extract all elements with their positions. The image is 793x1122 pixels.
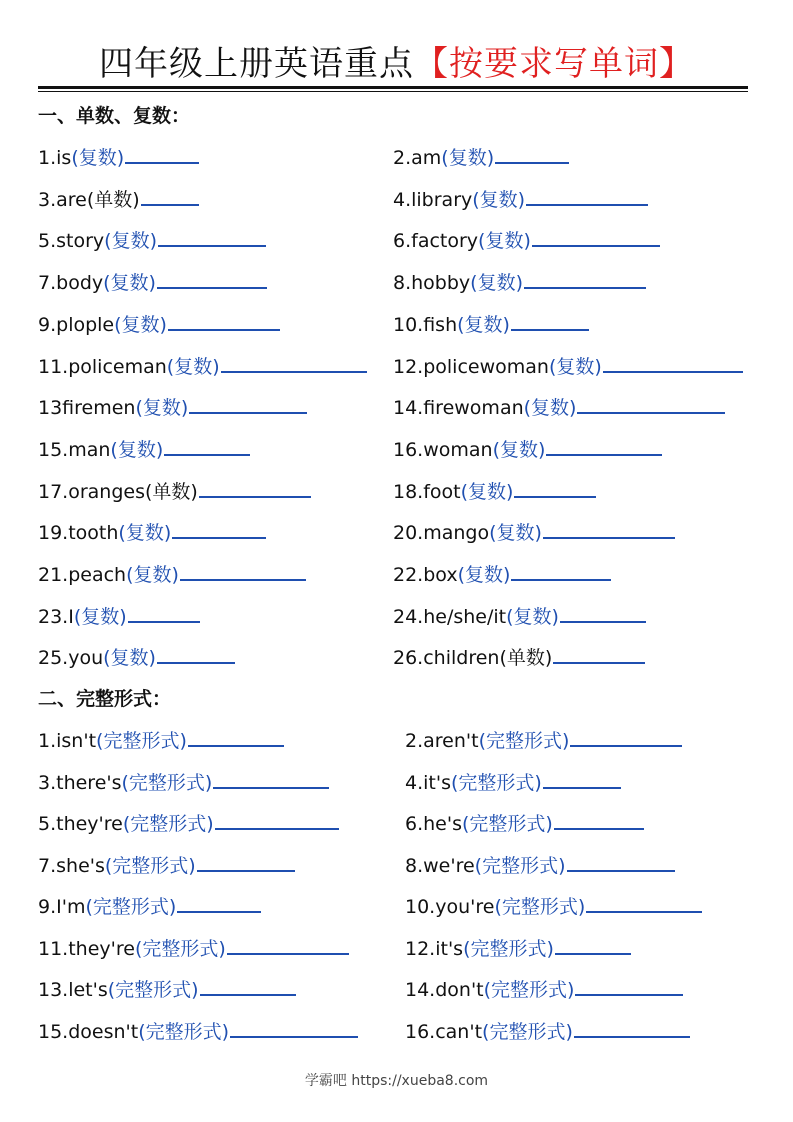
exercise-hint: (完整形式): [461, 813, 553, 835]
exercise-item: [405, 1019, 690, 1045]
exercise-hint: (复数): [472, 189, 526, 211]
answer-blank[interactable]: [603, 370, 743, 373]
exercise-word: 11.policeman: [38, 356, 167, 378]
exercise-hint: (复数): [492, 439, 546, 461]
answer-blank[interactable]: [570, 744, 682, 747]
exercise-item: [393, 145, 569, 171]
exercise-item: [405, 936, 631, 962]
answer-blank[interactable]: [168, 328, 280, 331]
exercise-word: 4.it's: [405, 772, 451, 794]
exercise-hint: (完整形式): [450, 772, 542, 794]
answer-blank[interactable]: [200, 993, 296, 996]
exercise-item: [405, 894, 702, 920]
exercise-word: 15.doesn't: [38, 1021, 139, 1043]
exercise-item: [393, 354, 743, 380]
exercise-item: [38, 728, 284, 754]
title-main: 四年级上册英语重点: [99, 44, 414, 84]
exercise-hint: (完整形式): [122, 813, 214, 835]
exercise-hint: (复数): [135, 397, 189, 419]
exercise-word: 18.foot: [393, 481, 461, 503]
exercise-hint: (复数): [118, 522, 172, 544]
exercise-item: [38, 520, 266, 546]
answer-blank[interactable]: [221, 370, 367, 373]
exercise-item: [38, 437, 250, 463]
answer-blank[interactable]: [157, 286, 267, 289]
answer-blank[interactable]: [554, 827, 644, 830]
answer-blank[interactable]: [230, 1035, 358, 1038]
answer-blank[interactable]: [511, 578, 611, 581]
exercise-item: [38, 936, 349, 962]
exercise-item: [405, 770, 621, 796]
exercise-item: [38, 479, 311, 505]
exercise-word: 7.she's: [38, 855, 105, 877]
exercise-word: 9.plople: [38, 314, 115, 336]
exercise-item: [38, 1019, 358, 1045]
exercise-item: [38, 645, 235, 671]
answer-blank[interactable]: [215, 827, 339, 830]
answer-blank[interactable]: [227, 952, 349, 955]
exercise-word: 20.mango: [393, 522, 490, 544]
exercise-hint: (复数): [506, 606, 559, 628]
exercise-hint: (复数): [457, 564, 511, 586]
exercise-hint: (完整形式): [138, 1021, 230, 1043]
answer-blank[interactable]: [164, 453, 250, 456]
answer-blank[interactable]: [543, 786, 621, 789]
title-highlight: 【按要求写单词】: [414, 44, 694, 84]
exercise-word: 22.box: [393, 564, 458, 586]
exercise-word: 2.aren't: [405, 730, 479, 752]
answer-blank[interactable]: [575, 993, 683, 996]
exercise-item: [38, 604, 200, 630]
exercise-hint: (复数): [460, 481, 514, 503]
exercise-item: [38, 228, 266, 254]
exercise-word: 26.children(单数): [393, 647, 553, 669]
exercise-item: [405, 977, 683, 1003]
exercise-hint: (复数): [166, 356, 220, 378]
exercise-word: 13.let's: [38, 979, 108, 1001]
exercise-word: 7.body: [38, 272, 104, 294]
exercise-hint: (复数): [478, 230, 531, 252]
exercise-word: 13firemen: [38, 397, 136, 419]
exercise-hint: (完整形式): [482, 1021, 573, 1043]
answer-blank[interactable]: [197, 869, 295, 872]
exercise-item: [38, 811, 339, 837]
answer-blank[interactable]: [574, 1035, 690, 1038]
answer-blank[interactable]: [526, 203, 648, 206]
exercise-word: 9.I'm: [38, 896, 86, 918]
exercise-item: [393, 228, 660, 254]
exercise-hint: (完整形式): [134, 938, 226, 960]
answer-blank[interactable]: [560, 620, 646, 623]
exercise-item: [393, 645, 645, 671]
page-title: [0, 40, 793, 88]
section-heading-2: 二、完整形式：: [38, 688, 172, 710]
exercise-word: 16.can't: [405, 1021, 483, 1043]
answer-blank[interactable]: [524, 286, 646, 289]
exercise-hint: (复数): [110, 439, 164, 461]
exercise-hint: (完整形式): [474, 855, 566, 877]
exercise-hint: (复数): [126, 564, 179, 586]
exercise-word: 17.oranges(单数): [38, 481, 198, 503]
exercise-item: [38, 145, 199, 171]
answer-blank[interactable]: [158, 244, 266, 247]
answer-blank[interactable]: [128, 620, 200, 623]
exercise-hint: (完整形式): [85, 896, 177, 918]
answer-blank[interactable]: [177, 910, 261, 913]
answer-blank[interactable]: [577, 411, 725, 414]
exercise-word: 6.he's: [405, 813, 462, 835]
exercise-word: 6.factory: [393, 230, 479, 252]
exercise-word: 24.he/she/it: [393, 606, 507, 628]
exercise-hint: (完整形式): [478, 730, 570, 752]
exercise-word: 19.tooth: [38, 522, 119, 544]
exercise-word: 23.I: [38, 606, 74, 628]
answer-blank[interactable]: [172, 536, 266, 539]
exercise-hint: (复数): [103, 647, 156, 669]
answer-blank[interactable]: [514, 495, 596, 498]
exercise-item: [38, 187, 199, 213]
exercise-word: 10.you're: [405, 896, 495, 918]
exercise-word: 8.hobby: [393, 272, 471, 294]
exercise-word: 1.isn't: [38, 730, 97, 752]
exercise-item: [38, 894, 261, 920]
answer-blank[interactable]: [586, 910, 702, 913]
exercise-word: 5.they're: [38, 813, 123, 835]
exercise-item: [393, 437, 662, 463]
exercise-hint: (复数): [548, 356, 602, 378]
answer-blank[interactable]: [553, 661, 645, 664]
exercise-word: 12.it's: [405, 938, 464, 960]
answer-blank[interactable]: [125, 161, 199, 164]
exercise-hint: (复数): [489, 522, 542, 544]
answer-blank[interactable]: [213, 786, 329, 789]
exercise-hint: (完整形式): [483, 979, 575, 1001]
exercise-word: 4.library: [393, 189, 473, 211]
answer-blank[interactable]: [199, 495, 311, 498]
answer-blank[interactable]: [567, 869, 675, 872]
exercise-item: [38, 853, 295, 879]
answer-blank[interactable]: [188, 744, 284, 747]
exercise-item: [38, 770, 329, 796]
answer-blank[interactable]: [157, 661, 235, 664]
exercise-word: 11.they're: [38, 938, 135, 960]
exercise-hint: (复数): [104, 230, 157, 252]
exercise-hint: (完整形式): [494, 896, 586, 918]
exercise-word: 8.we're: [405, 855, 475, 877]
answer-blank[interactable]: [511, 328, 589, 331]
exercise-word: 1.is: [38, 147, 72, 169]
exercise-hint: (完整形式): [96, 730, 187, 752]
exercise-hint: (复数): [71, 147, 125, 169]
exercise-word: 2.am: [393, 147, 442, 169]
exercise-item: [38, 312, 280, 338]
exercise-word: 5.story: [38, 230, 105, 252]
exercise-hint: (复数): [441, 147, 495, 169]
exercise-word: 15.man: [38, 439, 111, 461]
exercise-word: 10.fish: [393, 314, 458, 336]
exercise-item: [38, 354, 367, 380]
exercise-item: [393, 270, 646, 296]
exercise-hint: (完整形式): [104, 855, 196, 877]
exercise-item: [393, 187, 648, 213]
exercise-item: [405, 853, 675, 879]
exercise-hint: (复数): [103, 272, 156, 294]
answer-blank[interactable]: [532, 244, 660, 247]
exercise-word: 3.there's: [38, 772, 122, 794]
exercise-hint: (完整形式): [107, 979, 199, 1001]
exercise-item: [393, 395, 725, 421]
exercise-item: [393, 562, 611, 588]
exercise-hint: (复数): [73, 606, 127, 628]
exercise-word: 14.don't: [405, 979, 484, 1001]
exercise-word: 25.you: [38, 647, 104, 669]
exercise-item: [405, 728, 682, 754]
answer-blank[interactable]: [495, 161, 569, 164]
exercise-hint: (复数): [457, 314, 510, 336]
answer-blank[interactable]: [141, 203, 199, 206]
answer-blank[interactable]: [555, 952, 631, 955]
exercise-item: [38, 562, 306, 588]
exercise-item: [393, 520, 675, 546]
answer-blank[interactable]: [180, 578, 306, 581]
exercise-word: 3.are(单数): [38, 189, 140, 211]
exercise-word: 21.peach: [38, 564, 127, 586]
exercise-item: [38, 977, 296, 1003]
exercise-item: [38, 270, 267, 296]
exercise-item: [393, 479, 596, 505]
answer-blank[interactable]: [189, 411, 307, 414]
exercise-hint: (复数): [470, 272, 523, 294]
footer-source: 学霸吧 https://xueba8.com: [304, 1073, 489, 1089]
exercise-item: [393, 312, 589, 338]
exercise-item: [405, 811, 644, 837]
exercise-word: 12.policewoman: [393, 356, 549, 378]
answer-blank[interactable]: [546, 453, 662, 456]
title-rule-thick: [38, 86, 748, 89]
exercise-item: [393, 604, 646, 630]
exercise-hint: (复数): [114, 314, 167, 336]
section-heading-1: 一、单数、复数：: [38, 105, 191, 127]
exercise-word: 14.firewoman: [393, 397, 524, 419]
exercise-hint: (复数): [523, 397, 577, 419]
exercise-word: 16.woman: [393, 439, 493, 461]
answer-blank[interactable]: [543, 536, 675, 539]
title-rule-thin: [38, 91, 748, 92]
exercise-item: [38, 395, 307, 421]
exercise-hint: (完整形式): [463, 938, 554, 960]
exercise-hint: (完整形式): [121, 772, 213, 794]
